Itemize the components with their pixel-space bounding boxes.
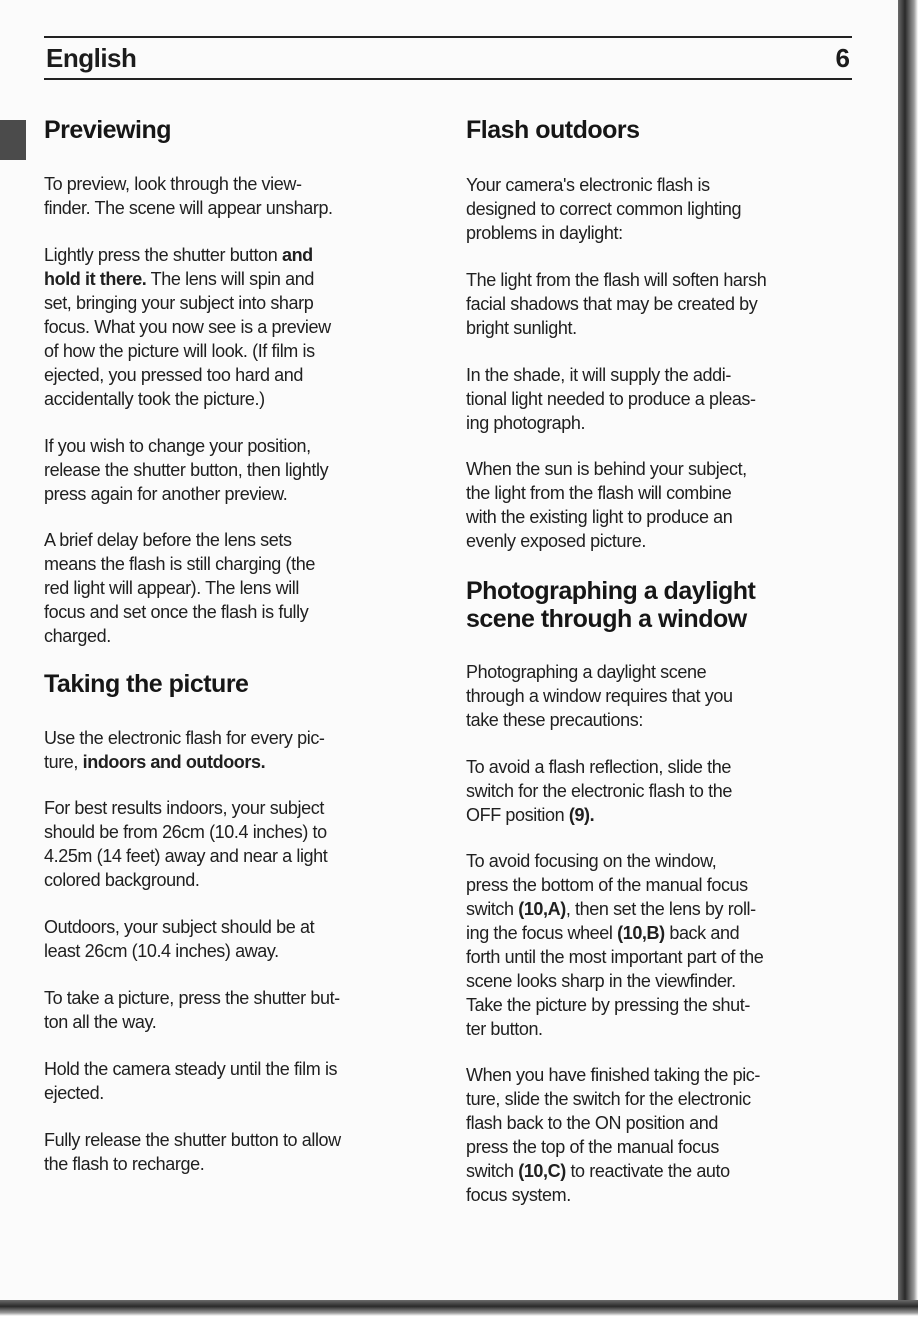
taking-paragraph-6: Fully release the shutter button to allow the flash to recharge. [44,1130,341,1174]
window-paragraph-2 [466,755,732,827]
previewing-paragraph-1: To preview, look through the view- finder. The scene will appear unsharp. [44,174,333,218]
page-edge-shadow-right [898,0,918,1316]
taking-p1-bold: indoors and outdoors. [82,752,266,772]
previewing-heading: Previewing [44,116,171,144]
window-paragraph-1: Photographing a daylight scene through a window requires that you take these precautions: [466,662,733,730]
previewing-p2-text-b: The lens will spin and [146,269,314,289]
window-p3-text-b: , then set the lens by roll- ing the focus wheel [466,899,756,943]
flash-paragraph-2: The light from the flash will soften harsh facial shadows that may be created by bright sunlight. [466,270,767,338]
flash-paragraph-3: In the shade, it will supply the addi- tional light needed to produce a pleas- ing photograph. [466,365,756,433]
previewing-p2-text-rest: set, bringing your subject into sharp focus. What you now see is a preview of how the picture will look. (If film is ejected, you pressed too hard and accidentally took the picture.) [44,293,331,409]
window-p3-bold-b: (10,B) [617,923,665,943]
window-p2-text: To avoid a flash reflection, slide the switch for the electronic flash to the OFF position [466,757,732,825]
page-edge-shadow-bottom [0,1300,918,1316]
page-number: 6 [835,43,850,73]
window-paragraph-4 [466,1063,760,1207]
window-p3-text-c: back and forth until the most important part of the scene looks sharp in the viewfinder. Take the picture by pressing the shut- ter button. [466,923,764,1039]
previewing-paragraph-4: A brief delay before the lens sets means the flash is still charging (the red light will appear). The lens will focus and set once the flash is fully charged. [44,530,315,646]
taking-paragraph-3: Outdoors, your subject should be at least 26cm (10.4 inches) away. [44,917,315,961]
window-p3-bold-a: (10,A) [518,899,566,919]
window-p4-bold: (10,C) [518,1161,566,1181]
taking-paragraph-5: Hold the camera steady until the film is ejected. [44,1059,338,1103]
page-header [44,36,852,80]
previewing-paragraph-3: If you wish to change your position, release the shutter button, then lightly press again for another preview. [44,436,329,504]
taking-p1-text-a: Use the electronic flash for every pic- [44,728,325,748]
flash-paragraph-4: When the sun is behind your subject, the light from the flash will combine with the existing light to produce an evenly exposed picture. [466,459,747,551]
window-paragraph-3 [466,849,763,1041]
flash-paragraph-1: Your camera's electronic flash is designed to correct common lighting problems in daylight: [466,175,742,243]
window-p3-text-a: To avoid focusing on the window, press the bottom of the manual focus switch [466,851,748,919]
flash-outdoors-heading: Flash outdoors [466,116,640,144]
window-p4-text-a: When you have finished taking the pic- ture, slide the switch for the electronic flash back to the ON position and press the top of the manual focus switch [466,1065,760,1181]
previewing-p2-bold-and: and [281,245,313,265]
taking-paragraph-1 [44,726,325,774]
window-heading: Photographing a daylight scene through a window [466,577,756,633]
section-tab-marker [0,120,26,160]
taking-p1-text-b: ture, [44,752,83,772]
window-p2-bold: (9). [568,805,595,825]
taking-paragraph-4: To take a picture, press the shutter but- ton all the way. [44,988,340,1032]
window-p4-text-b: to reactivate the auto focus system. [466,1161,730,1205]
language-label: English [46,43,137,73]
previewing-paragraph-2 [44,243,331,411]
taking-picture-heading: Taking the picture [44,670,249,698]
previewing-p2-bold-hold: hold it there. [44,269,147,289]
previewing-p2-text-a: Lightly press the shutter button [44,245,282,265]
taking-paragraph-2: For best results indoors, your subject should be from 26cm (10.4 inches) to 4.25m (14 feet) away and near a light colored background. [44,798,328,890]
